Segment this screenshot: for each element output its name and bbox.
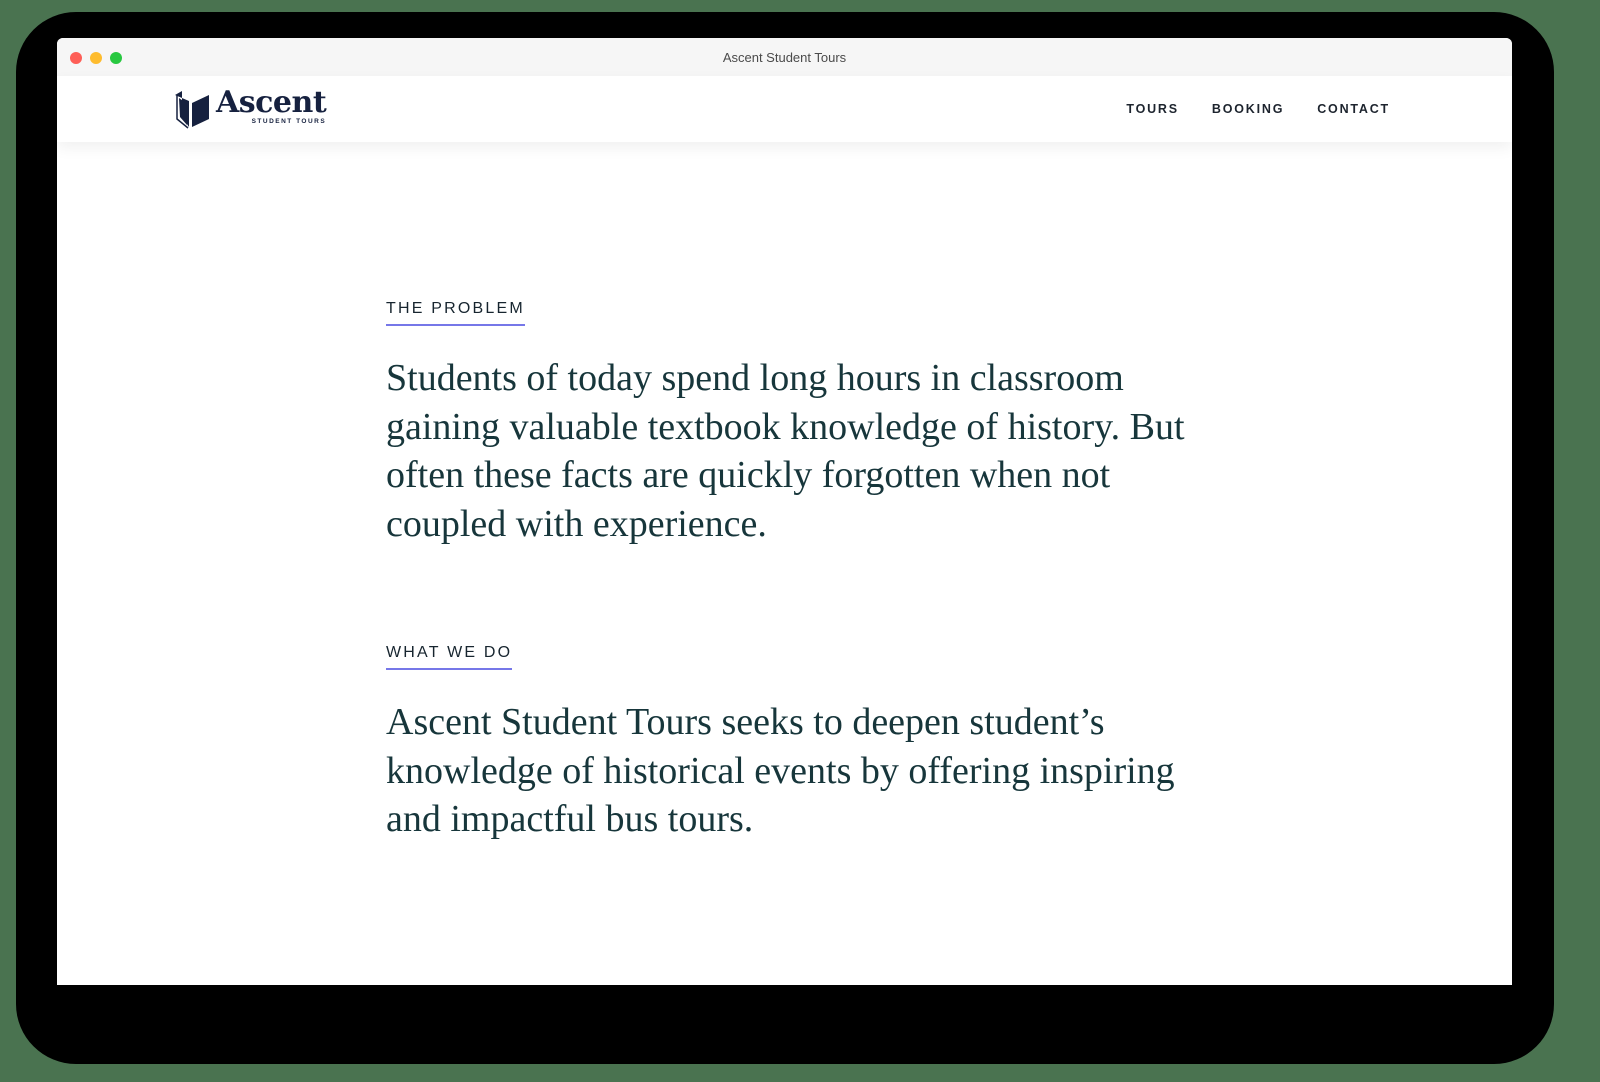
zoom-window-button[interactable] [110, 52, 122, 64]
title-bar [57, 38, 1512, 76]
logo-subtitle: STUDENT TOURS [251, 118, 327, 125]
main-nav [1126, 76, 1390, 142]
close-window-button[interactable] [70, 52, 82, 64]
section-body: Students of today spend long hours in classroom gaining valuable textbook knowledge of history. But often these facts are quickly forgotten when not coupled with experience. [386, 357, 1185, 545]
section-kicker: WHAT WE DO [386, 644, 512, 670]
logo-wordmark: Ascent [216, 85, 327, 120]
section-what-we-do [386, 644, 1206, 844]
browser-window [57, 38, 1512, 985]
open-book-icon [174, 89, 210, 129]
nav-contact[interactable]: CONTACT [1317, 102, 1390, 116]
section-kicker: THE PROBLEM [386, 300, 525, 326]
nav-booking[interactable]: BOOKING [1211, 102, 1285, 116]
nav-tours[interactable]: TOURS [1126, 102, 1179, 116]
minimize-window-button[interactable] [90, 52, 102, 64]
site-header [57, 76, 1512, 142]
traffic-lights [70, 52, 122, 64]
section-body: Ascent Student Tours seeks to deepen student’s knowledge of historical events by offering inspiring and impactful bus tours. [386, 701, 1175, 840]
main-content [386, 300, 1206, 844]
section-problem [386, 300, 1206, 548]
site-logo[interactable] [174, 85, 327, 129]
window-title: Ascent Student Tours [722, 49, 847, 65]
